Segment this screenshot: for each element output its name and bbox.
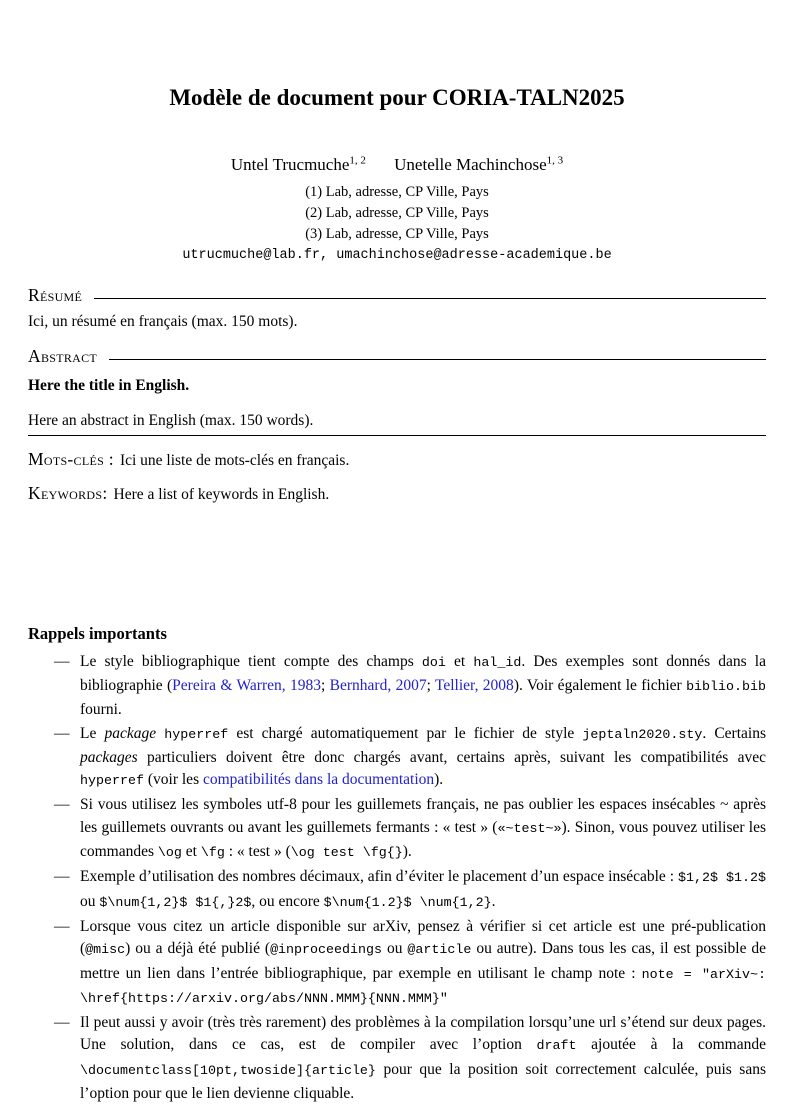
abstract-section-header xyxy=(28,346,766,367)
text-run: «~test~» xyxy=(497,821,562,837)
list-item-dash: — xyxy=(54,868,70,886)
rappels-list xyxy=(28,651,766,1106)
text-run: ). Sinon, vous pouvez utiliser les commandes xyxy=(80,818,766,861)
text-run: Le style bibliographique tient compte des champs xyxy=(80,652,422,670)
text-run: ou xyxy=(382,940,408,958)
text-run: Lorsque vous citez un article disponible sur arXiv, pensez à vérifier si cet article est une pré-publication ( xyxy=(80,917,766,958)
author-1-affiliation-sup: 1, 2 xyxy=(349,154,366,166)
text-run: fourni. xyxy=(80,701,122,719)
text-run: biblio.bib xyxy=(686,679,767,695)
hyperlink[interactable]: Pereira & Warren, 1983 xyxy=(172,676,321,694)
list-item xyxy=(28,723,766,794)
list-item-dash: — xyxy=(54,724,70,742)
text-run: @misc xyxy=(85,943,126,959)
text-run: package xyxy=(104,724,157,742)
text-run: . xyxy=(491,892,496,910)
text-run: particuliers doivent être donc chargés avant, certains après, suivant les compatibilités avec xyxy=(137,748,766,766)
text-run: ). Voir également le fichier xyxy=(513,676,687,694)
text-run: hal_id xyxy=(473,655,522,671)
text-run: ou autre). Dans tous les cas, il est possible de mettre un lien dans l’entrée bibliographique, par exemple en utilisant le champ note : xyxy=(80,940,767,982)
keywords-line xyxy=(28,483,766,504)
text-run: ou xyxy=(80,892,100,910)
list-item xyxy=(28,916,766,1011)
keywords-label: Keywords: xyxy=(28,482,108,503)
text-run: ) ou a déjà été publié ( xyxy=(125,940,271,958)
affiliation-1: (1) Lab, adresse, CP Ville, Pays xyxy=(305,183,489,200)
text-run: est chargé automatiquement par le fichier de style xyxy=(228,724,583,742)
mots-cles-line xyxy=(28,449,766,470)
text-run: draft xyxy=(536,1039,577,1055)
author-2 xyxy=(394,155,563,174)
text-run: Il peut aussi y avoir (très très rarement) des problèmes à la compilation lorsqu’une url s’étend sur deux pages. Une solution, dans ce cas, est de compiler avec l’option xyxy=(80,1014,766,1054)
list-item-text xyxy=(80,653,766,719)
text-run: jeptaln2020.sty xyxy=(582,727,703,743)
text-run: $1,2$ $1.2$ xyxy=(677,871,766,887)
list-item-dash: — xyxy=(54,1014,70,1032)
resume-body: Ici, un résumé en français (max. 150 mots). xyxy=(28,312,298,330)
affiliation-3: (3) Lab, adresse, CP Ville, Pays xyxy=(305,225,489,242)
hyperlink[interactable]: Tellier, 2008 xyxy=(434,676,514,694)
affiliations-block xyxy=(28,182,766,245)
list-item-dash: — xyxy=(54,652,70,670)
list-item-text xyxy=(80,868,766,909)
text-run: Le xyxy=(80,724,105,742)
text-run xyxy=(156,725,164,742)
affiliation-2: (2) Lab, adresse, CP Ville, Pays xyxy=(305,204,489,221)
text-run: : « test » ( xyxy=(224,843,291,861)
text-run: . Certains xyxy=(702,724,766,742)
list-item xyxy=(28,866,766,915)
list-item-dash: — xyxy=(54,917,70,935)
list-item-text xyxy=(80,796,766,860)
text-run: @article xyxy=(407,943,472,959)
hyperlink[interactable]: compatibilités dans la documentation xyxy=(202,771,435,789)
english-title: Here the title in English. xyxy=(28,376,190,394)
list-item-text xyxy=(80,1014,766,1102)
list-item-text xyxy=(80,918,766,1006)
authors-line xyxy=(28,154,766,175)
text-run: \fg xyxy=(200,846,225,862)
paper-title: Modèle de document pour CORIA-TALN2025 xyxy=(169,85,625,110)
resume-rule xyxy=(94,298,766,299)
text-run: Si vous utilisez les symboles utf-8 pour les guillemets français, ne pas oublier les espaces insécables ~ après les guillemets ouvrants ou avant les guillemets fermants : « test » ( xyxy=(80,796,766,836)
text-run: hyperref xyxy=(164,727,229,743)
abstract-body: Here an abstract in English (max. 150 words). xyxy=(28,411,314,429)
text-run: et xyxy=(181,843,201,861)
list-item xyxy=(28,1012,766,1105)
text-run: (voir les xyxy=(144,771,203,789)
mots-cles-value: Ici une liste de mots-clés en français. xyxy=(119,451,350,469)
resume-label: Résumé xyxy=(28,284,83,305)
keywords-value: Here a list of keywords in English. xyxy=(113,485,330,503)
text-run: \og test \fg{} xyxy=(290,846,403,862)
text-run: ). xyxy=(402,843,412,861)
list-item xyxy=(28,794,766,865)
abstract-closing-rule xyxy=(28,435,766,436)
text-run: pour que la position soit correctement calculée, puis sans l’option pour que le lien devienne cliquable. xyxy=(80,1060,766,1102)
text-run: ajoutée à la commande xyxy=(576,1036,766,1054)
text-run: \documentclass[10pt,twoside]{article} xyxy=(80,1063,376,1079)
hyperlink[interactable]: Bernhard, 2007 xyxy=(329,676,427,694)
text-run: Exemple d’utilisation des nombres décimaux, afin d’éviter le placement d’un espace insécable : xyxy=(80,868,678,886)
text-run: note = "arXiv~: \href{https://arxiv.org/abs/NNN.MMM}{NNN.MMM}" xyxy=(80,967,766,1007)
text-run: \og xyxy=(157,846,182,862)
text-run: ). xyxy=(434,771,444,789)
abstract-label: Abstract xyxy=(28,345,98,366)
resume-section-header xyxy=(28,285,766,306)
text-run: ; xyxy=(321,676,330,694)
author-1-name: Untel Trucmuche xyxy=(230,154,350,174)
text-run: et xyxy=(445,652,474,670)
abstract-rule xyxy=(109,359,766,360)
author-2-affiliation-sup: 1, 3 xyxy=(546,154,564,166)
text-run: doi xyxy=(421,655,446,671)
rappels-heading: Rappels importants xyxy=(28,623,167,643)
list-item-text xyxy=(80,725,766,789)
text-run: hyperref xyxy=(80,774,144,790)
list-item xyxy=(28,651,766,722)
text-run: @inproceedings xyxy=(270,943,383,959)
text-run: $\num{1,2}$ $1{,}2$ xyxy=(99,895,252,911)
list-item-dash: — xyxy=(54,796,70,814)
text-run: packages xyxy=(80,748,138,766)
text-run: , ou encore xyxy=(251,892,324,910)
text-run: . Des exemples sont donnés dans la bibliographie ( xyxy=(80,652,766,694)
author-1 xyxy=(231,155,366,174)
author-2-name: Unetelle Machinchose xyxy=(394,154,547,174)
mots-cles-label: Mots-clés : xyxy=(28,448,114,469)
authors-emails: utrucmuche@lab.fr, umachinchose@adresse-academique.be xyxy=(182,247,612,263)
text-run: ; xyxy=(426,676,435,694)
text-run: $\num{1.2}$ \num{1,2} xyxy=(323,895,492,911)
